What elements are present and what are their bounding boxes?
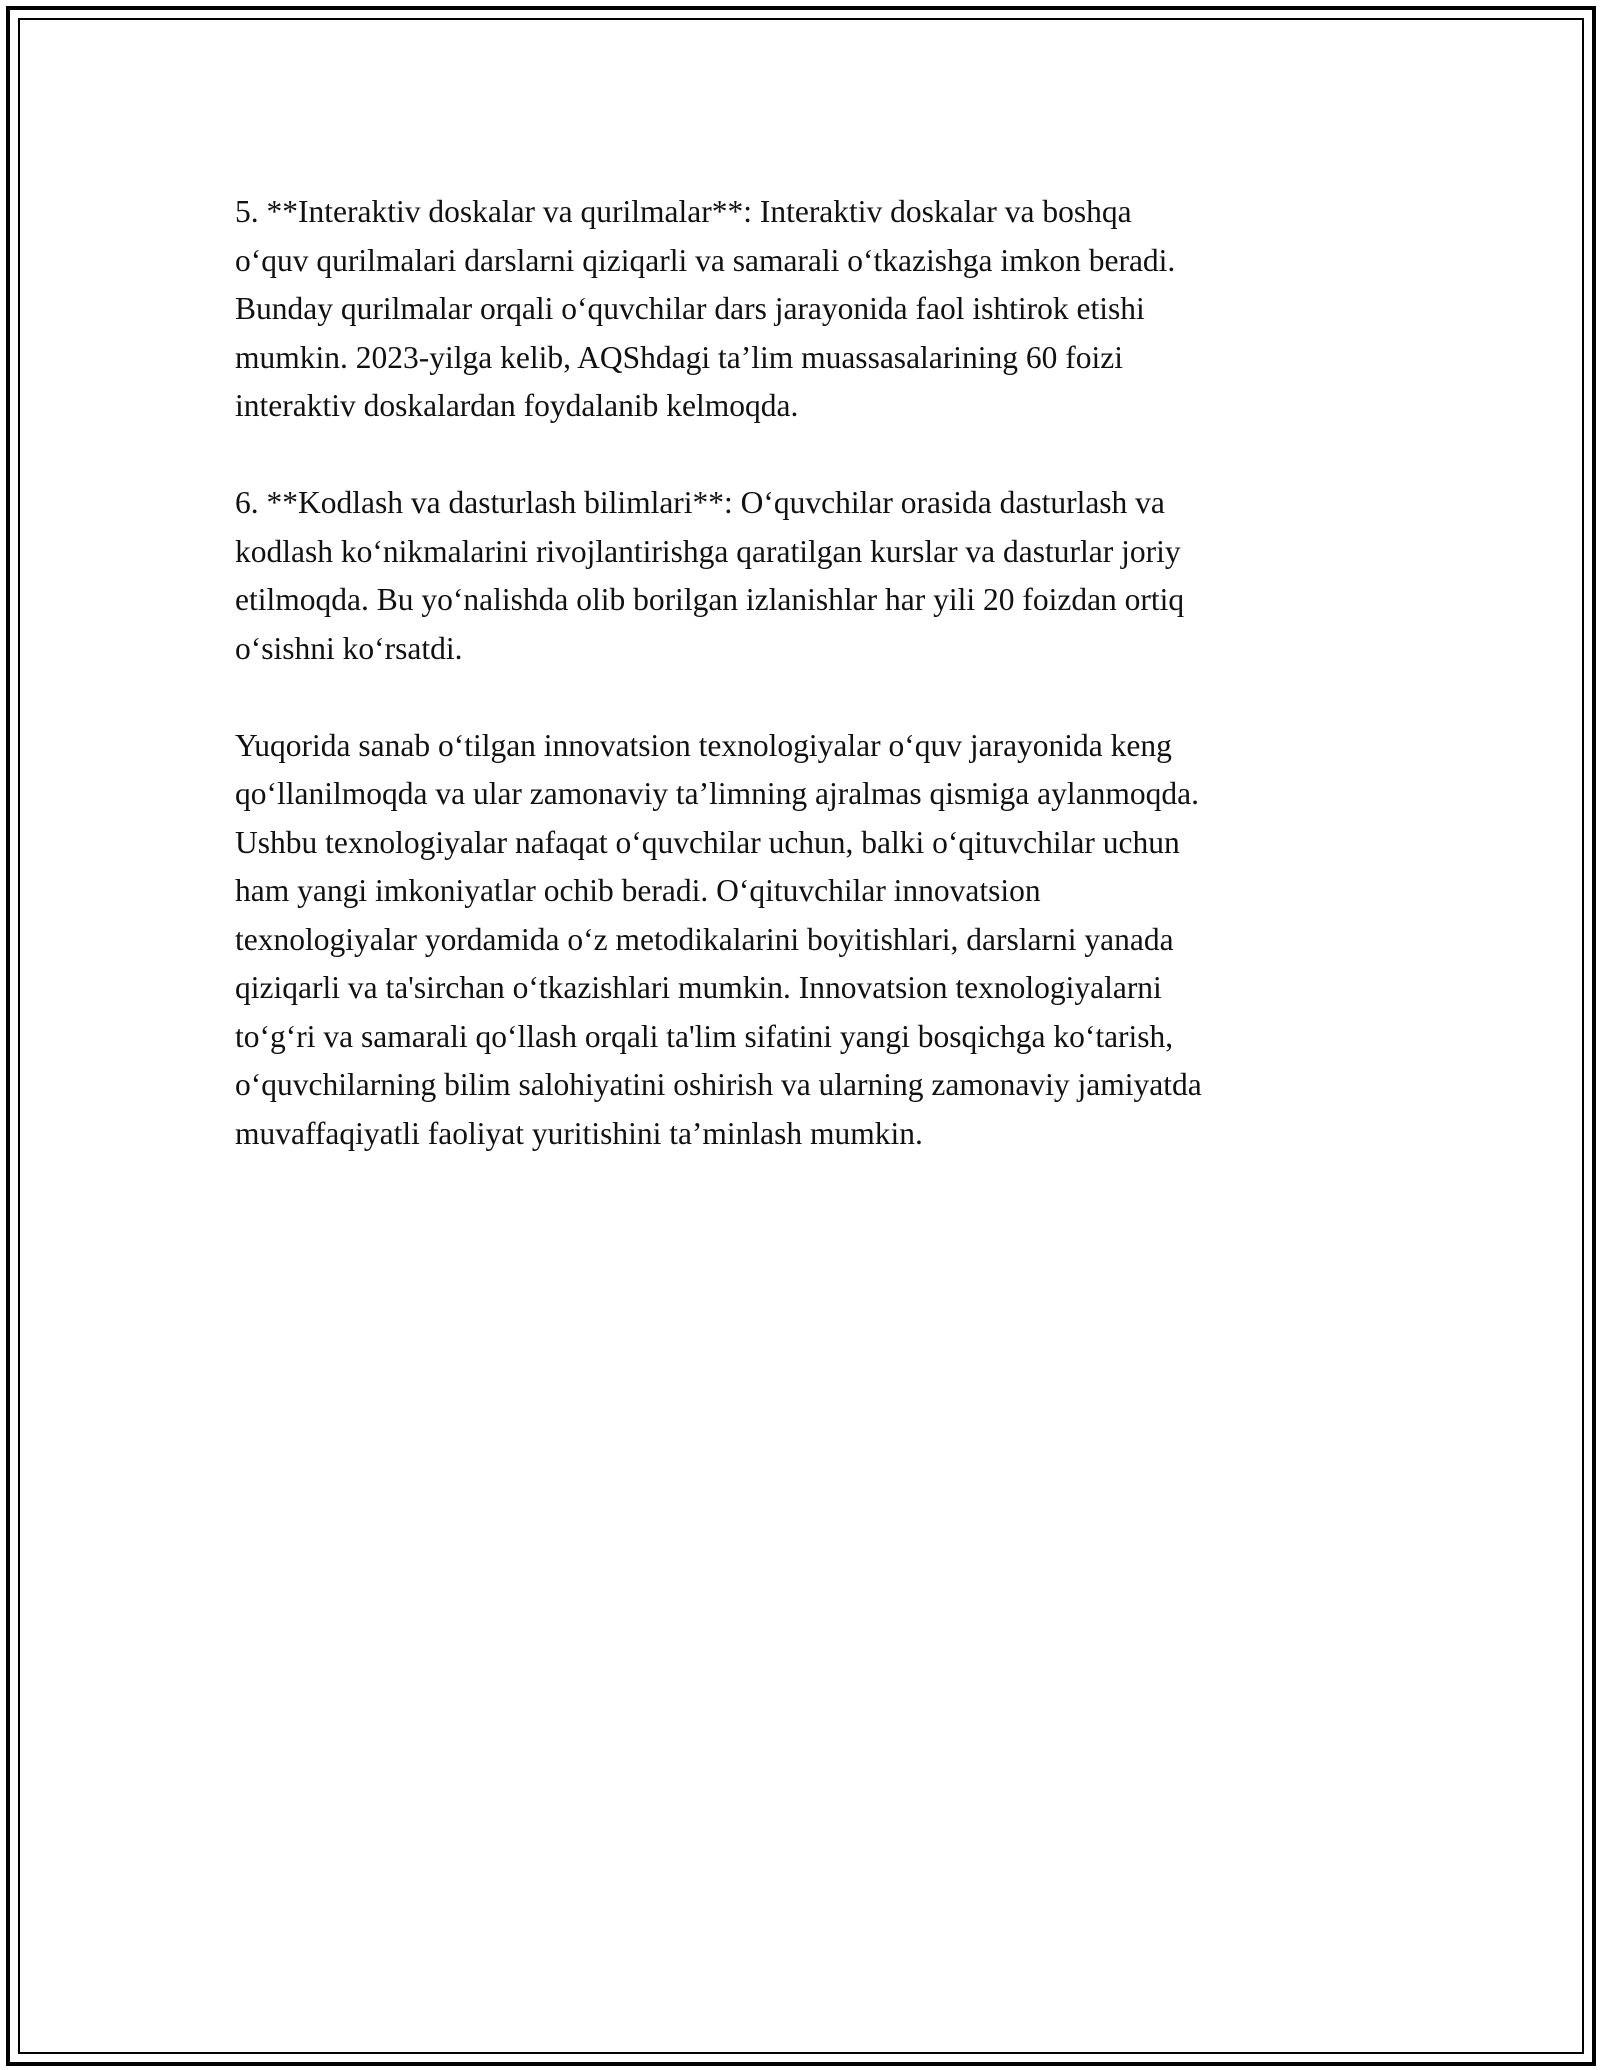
document-body [235, 188, 1395, 1207]
text-line: o‘quv qurilmalari darslarni qiziqarli va samarali o‘tkazishga imkon beradi. [235, 242, 1176, 278]
text-line: o‘quvchilarning bilim salohiyatini oshirish va ularning zamonaviy jamiyatda [235, 1067, 1202, 1102]
text-line: muvaffaqiyatli faoliyat yuritishini ta’minlash mumkin. [235, 1115, 923, 1151]
text-line: texnologiyalar yordamida o‘z metodikalarini boyitishlari, darslarni yanada [235, 921, 1174, 957]
text-line: ham yangi imkoniyatlar ochib beradi. O‘qituvchilar innovatsion [235, 873, 1041, 908]
paragraph-coding-skills [235, 479, 1395, 673]
text-line: Yuqorida sanab o‘tilgan innovatsion texnologiyalar o‘quv jarayonida keng [235, 727, 1172, 763]
text-line: qiziqarli va ta'sirchan o‘tkazishlari mumkin. Innovatsion texnologiyalarni [235, 970, 1162, 1005]
text-line: 6. **Kodlash va dasturlash bilimlari**: O‘quvchilar orasida dasturlash va [235, 485, 1165, 520]
text-line: Ushbu texnologiyalar nafaqat o‘quvchilar uchun, balki o‘qituvchilar uchun [235, 824, 1180, 860]
text-line: qo‘llanilmoqda va ular zamonaviy ta’limning ajralmas qismiga aylanmoqda. [235, 776, 1199, 811]
text-line: to‘g‘ri va samarali qo‘llash orqali ta'lim sifatini yangi bosqichga ko‘tarish, [235, 1018, 1174, 1054]
text-line: mumkin. 2023-yilga kelib, AQShdagi ta’lim muassasalarining 60 foizi [235, 339, 1123, 375]
paragraph-conclusion [235, 722, 1395, 1159]
text-line: o‘sishni ko‘rsatdi. [235, 630, 463, 666]
text-line: etilmoqda. Bu yo‘nalishda olib borilgan izlanishlar har yili 20 foizdan ortiq [235, 582, 1185, 617]
text-line: kodlash ko‘nikmalarini rivojlantirishga qaratilgan kurslar va dasturlar joriy [235, 533, 1181, 569]
text-line: Bunday qurilmalar orqali o‘quvchilar dars jarayonida faol ishtirok etishi [235, 291, 1145, 326]
text-line: 5. **Interaktiv doskalar va qurilmalar**: Interaktiv doskalar va boshqa [235, 194, 1132, 229]
text-line: interaktiv doskalardan foydalanib kelmoqda. [235, 388, 799, 423]
paragraph-interactive-boards [235, 188, 1395, 431]
